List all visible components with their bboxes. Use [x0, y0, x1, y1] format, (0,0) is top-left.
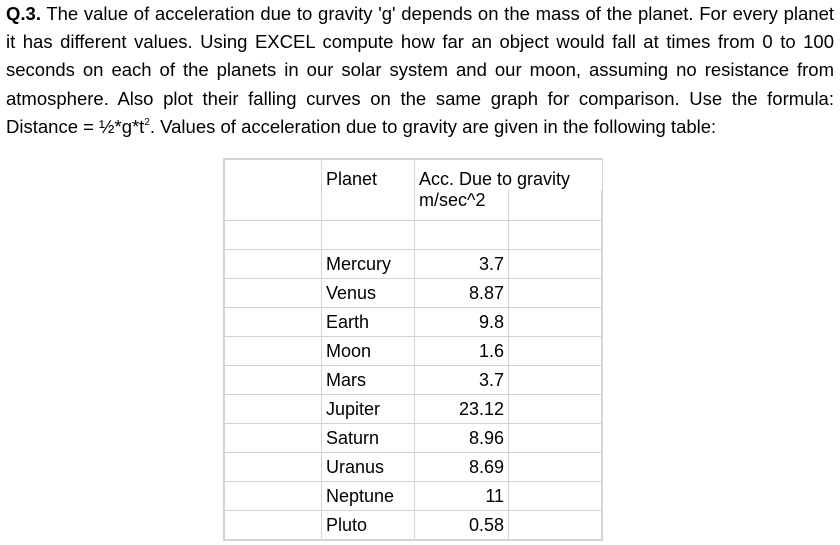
empty-cell — [225, 511, 322, 540]
empty-cell — [322, 190, 415, 221]
spacer-row — [225, 221, 602, 250]
header-planet: Planet — [322, 160, 415, 191]
gravity-value: 8.69 — [415, 453, 509, 482]
question-paragraph — [6, 0, 834, 141]
planet-name: Mercury — [322, 250, 415, 279]
table-row — [225, 453, 602, 482]
planet-name: Saturn — [322, 424, 415, 453]
planet-name: Venus — [322, 279, 415, 308]
empty-cell — [225, 308, 322, 337]
table-row — [225, 424, 602, 453]
table-row — [225, 366, 602, 395]
empty-cell — [509, 366, 602, 395]
planet-name: Neptune — [322, 482, 415, 511]
planet-name: Uranus — [322, 453, 415, 482]
empty-cell — [225, 337, 322, 366]
gravity-value: 11 — [415, 482, 509, 511]
empty-cell — [509, 424, 602, 453]
empty-cell — [509, 279, 602, 308]
planet-name: Earth — [322, 308, 415, 337]
question-text-part2: . Values of acceleration due to gravity are given in the following table: — [149, 115, 717, 137]
empty-cell — [225, 366, 322, 395]
gravity-table — [224, 159, 602, 540]
empty-cell — [225, 250, 322, 279]
table-row — [225, 250, 602, 279]
table-row — [225, 308, 602, 337]
empty-cell — [225, 160, 322, 191]
empty-cell — [322, 221, 415, 250]
gravity-value: 9.8 — [415, 308, 509, 337]
empty-cell — [225, 190, 322, 221]
planet-name: Jupiter — [322, 395, 415, 424]
empty-cell — [225, 395, 322, 424]
gravity-value: 3.7 — [415, 250, 509, 279]
empty-cell — [509, 337, 602, 366]
planet-name: Pluto — [322, 511, 415, 540]
table-row — [225, 482, 602, 511]
table-row — [225, 395, 602, 424]
gravity-table-container — [223, 158, 603, 541]
table-row — [225, 337, 602, 366]
header-units: m/sec^2 — [415, 190, 509, 221]
empty-cell — [509, 453, 602, 482]
gravity-value: 0.58 — [415, 511, 509, 540]
empty-cell — [225, 424, 322, 453]
question-number: Q.3. — [6, 3, 41, 24]
gravity-value: 23.12 — [415, 395, 509, 424]
header-acceleration: Acc. Due to gravity — [415, 160, 602, 191]
gravity-value: 1.6 — [415, 337, 509, 366]
header-row-1 — [225, 160, 602, 191]
planet-name: Moon — [322, 337, 415, 366]
empty-cell — [225, 453, 322, 482]
empty-cell — [225, 482, 322, 511]
empty-cell — [509, 221, 602, 250]
exponent-superscript: 2 — [144, 116, 150, 128]
table-row — [225, 511, 602, 540]
empty-cell — [509, 250, 602, 279]
empty-cell — [509, 511, 602, 540]
table-row — [225, 279, 602, 308]
empty-cell — [509, 482, 602, 511]
empty-cell — [225, 279, 322, 308]
empty-cell — [225, 221, 322, 250]
gravity-value: 3.7 — [415, 366, 509, 395]
gravity-value: 8.87 — [415, 279, 509, 308]
empty-cell — [509, 395, 602, 424]
empty-cell — [509, 190, 602, 221]
gravity-value: 8.96 — [415, 424, 509, 453]
empty-cell — [415, 221, 509, 250]
header-row-2 — [225, 190, 602, 221]
empty-cell — [509, 308, 602, 337]
question-text-part1: The value of acceleration due to gravity 'g' depends on the mass of the planet. For every planet it has different values. Using EXCEL compute how far an object would fall at times from 0 to 100 seconds on each of the planets in our solar system and our moon, assuming no resistance from atmosphere. Also plot their falling curves on the same graph for comparison. Use the formula: Distance = ½*g*t — [6, 3, 834, 137]
planet-name: Mars — [322, 366, 415, 395]
